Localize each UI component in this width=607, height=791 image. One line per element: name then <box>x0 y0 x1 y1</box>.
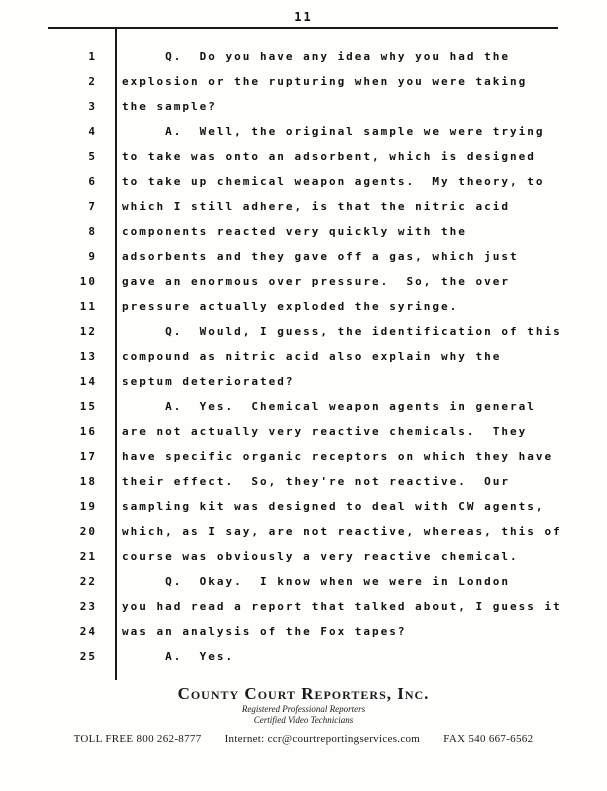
transcript-line <box>0 494 607 519</box>
transcript-line <box>0 444 607 469</box>
line-text: Q. Would, I guess, the identification of this <box>122 325 562 338</box>
line-number: 16 <box>79 425 97 438</box>
footer-subtitle-video: Certified Video Technicians <box>253 715 354 725</box>
footer-fax: FAX 540 667-6562 <box>443 733 534 745</box>
line-number: 8 <box>88 225 97 238</box>
line-text: A. Yes. Chemical weapon agents in general <box>122 400 536 413</box>
line-number: 19 <box>79 500 97 513</box>
transcript-line <box>0 369 607 394</box>
line-number: 10 <box>79 275 97 288</box>
transcript-line <box>0 194 607 219</box>
line-number: 4 <box>88 125 97 138</box>
line-text: their effect. So, they're not reactive. Our <box>122 475 511 488</box>
transcript-line <box>0 219 607 244</box>
footer-toll-free: TOLL FREE 800 262-8777 <box>73 733 202 745</box>
line-text: Q. Okay. I know when we were in London <box>122 575 511 588</box>
transcript-line <box>0 469 607 494</box>
transcript-body <box>0 44 607 669</box>
line-number: 3 <box>88 100 97 113</box>
line-text: pressure actually exploded the syringe. <box>122 300 459 313</box>
transcript-line <box>0 419 607 444</box>
line-number: 15 <box>79 400 97 413</box>
line-number: 5 <box>88 150 97 163</box>
line-text: Q. Do you have any idea why you had the <box>122 50 511 63</box>
line-text: which I still adhere, is that the nitric acid <box>122 200 511 213</box>
footer-contact-line <box>0 733 607 745</box>
line-text: was an analysis of the Fox tapes? <box>122 625 407 638</box>
line-text: septum deteriorated? <box>122 375 295 388</box>
line-number: 23 <box>79 600 97 613</box>
line-text: A. Well, the original sample we were trying <box>122 125 545 138</box>
line-number: 1 <box>88 50 97 63</box>
transcript-line <box>0 269 607 294</box>
top-rule <box>48 27 558 29</box>
footer <box>0 684 607 745</box>
line-number: 20 <box>79 525 97 538</box>
line-text: gave an enormous over pressure. So, the over <box>122 275 511 288</box>
line-number: 25 <box>79 650 97 663</box>
line-text: adsorbents and they gave off a gas, which just <box>122 250 519 263</box>
transcript-line <box>0 519 607 544</box>
line-number: 22 <box>79 575 97 588</box>
line-text: compound as nitric acid also explain why the <box>122 350 502 363</box>
line-text: are not actually very reactive chemicals. They <box>122 425 528 438</box>
line-text: you had read a report that talked about, I guess it <box>122 600 562 613</box>
footer-company-name: County Court Reporters, Inc. <box>177 684 430 703</box>
line-number: 17 <box>79 450 97 463</box>
line-text: the sample? <box>122 100 217 113</box>
line-text: have specific organic receptors on which they have <box>122 450 554 463</box>
line-number: 2 <box>88 75 97 88</box>
line-text: A. Yes. <box>122 650 235 663</box>
transcript-line <box>0 244 607 269</box>
transcript-line <box>0 94 607 119</box>
transcript-line <box>0 644 607 669</box>
footer-subtitle-reporters: Registered Professional Reporters <box>241 704 366 714</box>
transcript-line <box>0 44 607 69</box>
line-number: 11 <box>79 300 97 313</box>
footer-internet-email: Internet: ccr@courtreportingservices.com <box>224 733 421 745</box>
transcript-line <box>0 294 607 319</box>
transcript-line <box>0 569 607 594</box>
line-number: 21 <box>79 550 97 563</box>
line-text: to take was onto an adsorbent, which is designed <box>122 150 536 163</box>
line-text: to take up chemical weapon agents. My theory, to <box>122 175 545 188</box>
transcript-line <box>0 394 607 419</box>
line-text: course was obviously a very reactive chemical. <box>122 550 519 563</box>
transcript-line <box>0 594 607 619</box>
transcript-line <box>0 119 607 144</box>
line-number: 24 <box>79 625 97 638</box>
line-number: 13 <box>79 350 97 363</box>
line-number: 6 <box>88 175 97 188</box>
transcript-line <box>0 319 607 344</box>
line-text: which, as I say, are not reactive, whereas, this of <box>122 525 562 538</box>
transcript-line <box>0 169 607 194</box>
transcript-line <box>0 344 607 369</box>
page-number: 11 <box>294 10 313 24</box>
line-text: explosion or the rupturing when you were taking <box>122 75 528 88</box>
line-number: 9 <box>88 250 97 263</box>
line-text: components reacted very quickly with the <box>122 225 467 238</box>
line-text: sampling kit was designed to deal with CW agents, <box>122 500 545 513</box>
transcript-line <box>0 144 607 169</box>
line-number: 12 <box>79 325 97 338</box>
transcript-line <box>0 69 607 94</box>
line-number: 14 <box>79 375 97 388</box>
line-number: 18 <box>79 475 97 488</box>
line-number: 7 <box>88 200 97 213</box>
transcript-line <box>0 544 607 569</box>
transcript-line <box>0 619 607 644</box>
